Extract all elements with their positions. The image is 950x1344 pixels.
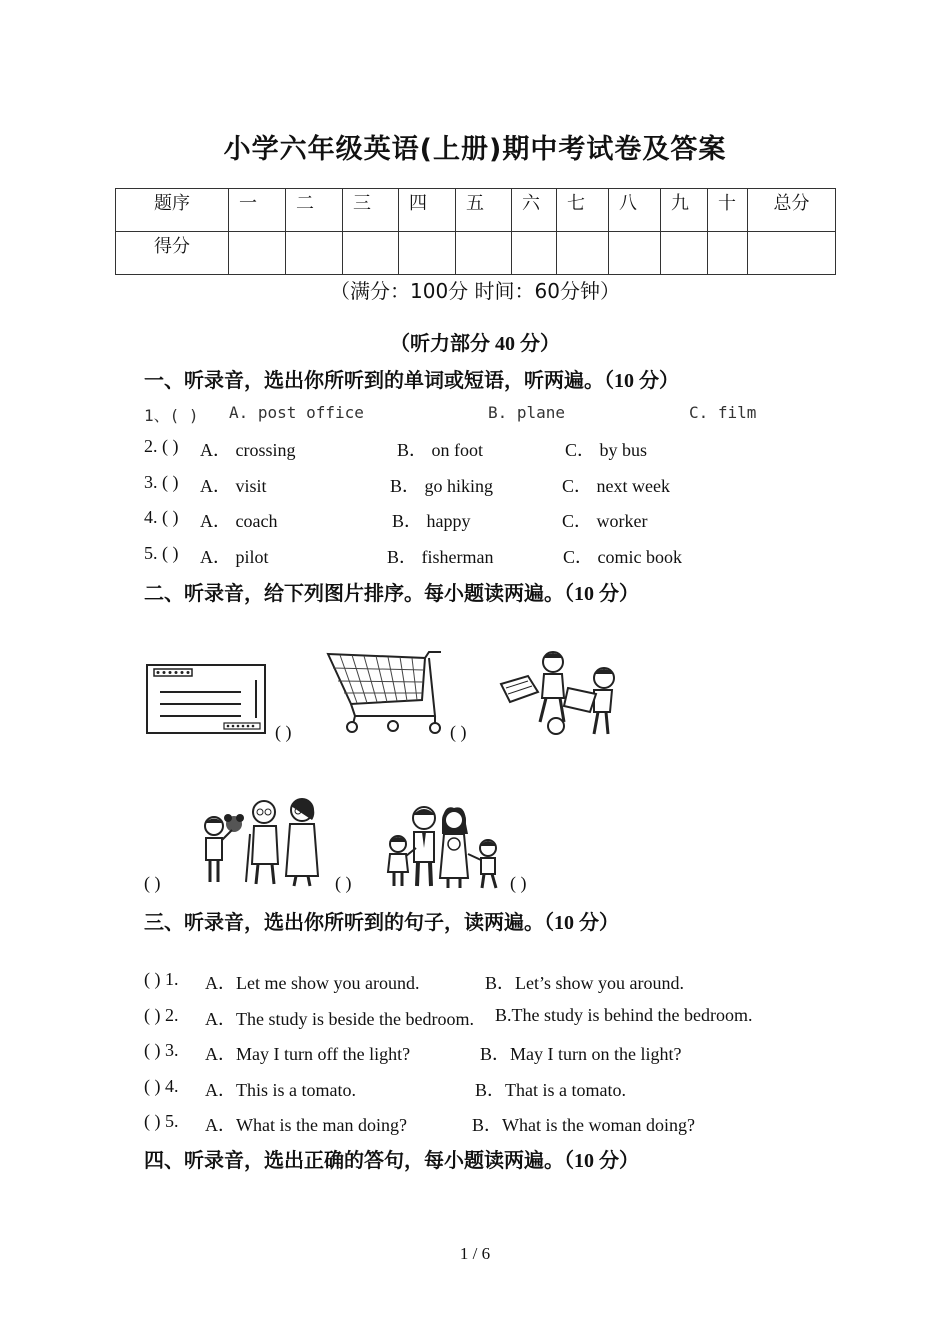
score-cell[interactable] bbox=[456, 232, 512, 275]
section3-option-b: B.The study is behind the bedroom. bbox=[495, 1005, 753, 1025]
shopping-cart-picture bbox=[325, 648, 445, 734]
picture-answer-blank[interactable]: ( ) bbox=[335, 873, 352, 893]
section3-item-number: ( ) 4. bbox=[144, 1076, 179, 1096]
page-number: 1 / 6 bbox=[459, 1244, 491, 1263]
section4-heading: 四、听录音，选出正确的答句，每小题读两遍。（10 分） bbox=[144, 1150, 639, 1172]
section1-option-c: C． by bus bbox=[565, 440, 648, 460]
section3-option-b: B．That is a tomato. bbox=[475, 1080, 626, 1100]
section3-option-a: A．May I turn off the light? bbox=[205, 1044, 411, 1064]
score-row-label: 得分 bbox=[116, 232, 229, 275]
score-table-header-cell: 五 bbox=[456, 189, 512, 232]
section3-heading: 三、听录音，选出你所听到的句子，读两遍。（10 分） bbox=[144, 912, 619, 934]
score-table-header-cell: 六 bbox=[512, 189, 557, 232]
score-cell[interactable] bbox=[286, 232, 343, 275]
score-cell[interactable] bbox=[748, 232, 836, 275]
section1-option-b: B． fisherman bbox=[387, 547, 494, 567]
score-cell[interactable] bbox=[708, 232, 748, 275]
section3-option-a: A．What is the man doing? bbox=[205, 1115, 407, 1135]
section3-item-number: ( ) 5. bbox=[144, 1111, 179, 1131]
score-table-header-cell: 三 bbox=[343, 189, 399, 232]
section3-option-b: B．Let’s show you around. bbox=[485, 973, 684, 993]
score-table-header-cell: 一 bbox=[229, 189, 286, 232]
section3-option-b: B．May I turn on the light? bbox=[480, 1044, 682, 1064]
children-carrying-box-picture bbox=[498, 648, 622, 738]
child-with-grandparents-picture bbox=[198, 794, 326, 888]
section1-heading: 一、听录音，选出你所听到的单词或短语，听两遍。（10 分） bbox=[144, 370, 679, 392]
score-table-header-cell: 九 bbox=[661, 189, 708, 232]
section1-option-b: B． happy bbox=[392, 511, 471, 531]
score-table-header-cell: 总分 bbox=[748, 189, 836, 232]
score-table-header-cell: 题序 bbox=[116, 189, 229, 232]
score-table bbox=[115, 188, 836, 275]
section3-option-a: A．Let me show you around. bbox=[205, 973, 420, 993]
section1-option-a: A． pilot bbox=[200, 547, 269, 567]
section1-option-a: A． coach bbox=[200, 511, 278, 531]
section1-option-b: B． go hiking bbox=[390, 476, 494, 496]
score-cell[interactable] bbox=[229, 232, 286, 275]
section1-option-a: A. post office bbox=[229, 403, 364, 422]
score-table-score-row bbox=[116, 232, 836, 275]
score-table-header-cell: 七 bbox=[557, 189, 609, 232]
score-cell[interactable] bbox=[343, 232, 399, 275]
score-table-header-cell: 二 bbox=[286, 189, 343, 232]
score-cell[interactable] bbox=[661, 232, 708, 275]
score-table-header-cell: 十 bbox=[708, 189, 748, 232]
picture-answer-blank[interactable]: ( ) bbox=[144, 873, 161, 893]
score-table-header-cell: 四 bbox=[399, 189, 456, 232]
section1-item-number: 2. ( ) bbox=[144, 436, 179, 456]
section3-option-b: B．What is the woman doing? bbox=[472, 1115, 695, 1135]
score-cell[interactable] bbox=[399, 232, 456, 275]
section2-heading: 二、听录音，给下列图片排序。每小题读两遍。（10 分） bbox=[144, 583, 639, 605]
page-title: 小学六年级英语(上册)期中考试卷及答案 bbox=[223, 134, 727, 165]
section3-item-number: ( ) 3. bbox=[144, 1040, 179, 1060]
picture-answer-blank[interactable]: ( ) bbox=[510, 873, 527, 893]
score-cell[interactable] bbox=[512, 232, 557, 275]
score-table-header-row bbox=[116, 189, 836, 232]
picture-answer-blank[interactable]: ( ) bbox=[275, 722, 292, 742]
section3-option-a: A．The study is beside the bedroom. bbox=[205, 1009, 474, 1029]
section1-item-number: 1、( ) bbox=[144, 406, 199, 425]
family-picture bbox=[384, 804, 506, 890]
section1-option-a: A． crossing bbox=[200, 440, 296, 460]
score-cell[interactable] bbox=[557, 232, 609, 275]
section1-option-c: C. film bbox=[689, 403, 757, 422]
postcard-picture bbox=[146, 662, 268, 736]
picture-answer-blank[interactable]: ( ) bbox=[450, 722, 467, 742]
section3-item-number: ( ) 1. bbox=[144, 969, 179, 989]
section1-item-number: 4. ( ) bbox=[144, 507, 179, 527]
score-table-header-cell: 八 bbox=[609, 189, 661, 232]
section1-option-c: C． worker bbox=[562, 511, 648, 531]
listening-part-label: （听力部分 40 分） bbox=[390, 333, 560, 355]
section1-option-c: C． next week bbox=[562, 476, 670, 496]
score-cell[interactable] bbox=[609, 232, 661, 275]
section1-option-b: B. plane bbox=[488, 403, 566, 422]
exam-meta: （满分：100分 时间：60分钟） bbox=[330, 279, 620, 303]
section1-item-number: 3. ( ) bbox=[144, 472, 179, 492]
section3-item-number: ( ) 2. bbox=[144, 1005, 179, 1025]
section1-item-number: 5. ( ) bbox=[144, 543, 179, 563]
section1-option-c: C． comic book bbox=[563, 547, 682, 567]
section3-option-a: A．This is a tomato. bbox=[205, 1080, 356, 1100]
section1-option-b: B． on foot bbox=[397, 440, 484, 460]
section1-option-a: A． visit bbox=[200, 476, 267, 496]
